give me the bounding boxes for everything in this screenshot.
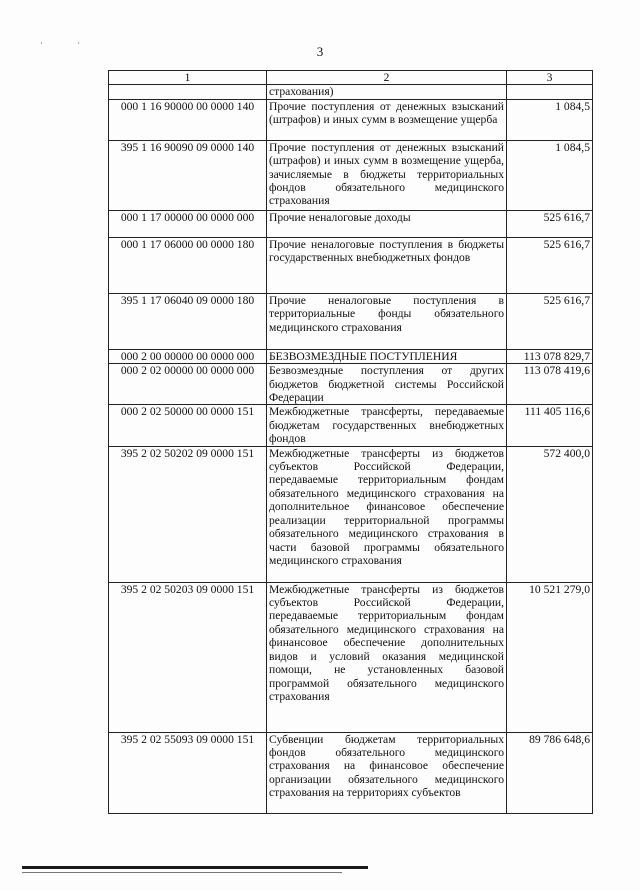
- scan-specks: · ·: [40, 38, 97, 48]
- budget-code-cell: [109, 85, 267, 99]
- revenue-name-cell: Субвенции бюджетам территориальных фондов обязательного медицинского страхования на финансовое обеспечение организации обязательного медицинского страхования на территориях субъектов: [267, 732, 507, 813]
- revenue-name-cell: Межбюджетные трансферты из бюджетов субъектов Российской Федерации, передаваемые территориальным фондам обязательного медицинского страхования на дополнительное финансовое обеспечение реализации территориальной программы обязательного медицинского страхования в части базовой программы обязательного медицинского страхования: [267, 446, 507, 582]
- budget-code-cell: 395 2 02 50202 09 0000 151: [109, 446, 267, 582]
- page-bottom-rule: [22, 866, 368, 869]
- amount-cell: 113 078 829,7: [507, 349, 593, 363]
- table-row: [109, 446, 593, 582]
- budget-code-cell: 000 1 16 90000 00 0000 140: [109, 99, 267, 140]
- revenue-name-cell: Межбюджетные трансферты, передаваемые бюджетам государственных внебюджетных фондов: [267, 405, 507, 446]
- table-row: [109, 349, 593, 363]
- table-row: [109, 582, 593, 732]
- amount-cell: 113 078 419,6: [507, 364, 593, 405]
- revenue-name-cell: Прочие неналоговые доходы: [267, 210, 507, 237]
- revenue-name-cell: Прочие неналоговые поступления в бюджеты государственных внебюджетных фондов: [267, 237, 507, 293]
- amount-cell: 10 521 279,0: [507, 582, 593, 732]
- revenue-name-cell: Безвозмездные поступления от других бюджетов бюджетной системы Российской Федерации: [267, 364, 507, 405]
- revenue-name-cell: страхования): [267, 85, 507, 99]
- revenue-name-cell: Межбюджетные трансферты из бюджетов субъектов Российской Федерации, передаваемые территориальным фондам обязательного медицинского страхования на финансовое обеспечение дополнительных видов и условий оказания медицинской помощи, не установленных базовой программой обязательного медицинского страхования: [267, 582, 507, 732]
- column-header-1: 1: [109, 71, 267, 85]
- column-header-2: 2: [267, 71, 507, 85]
- table-row: [109, 732, 593, 813]
- budget-code-cell: 000 1 17 00000 00 0000 000: [109, 210, 267, 237]
- budget-code-cell: 395 2 02 55093 09 0000 151: [109, 732, 267, 813]
- table-row: [109, 140, 593, 210]
- amount-cell: [507, 85, 593, 99]
- table-row: [109, 210, 593, 237]
- column-header-3: 3: [507, 71, 593, 85]
- table-row: [109, 293, 593, 349]
- revenue-name-cell: Прочие неналоговые поступления в территориальные фонды обязательного медицинского страхования: [267, 293, 507, 349]
- budget-code-cell: 000 2 00 00000 00 0000 000: [109, 349, 267, 363]
- revenue-name-cell: Прочие поступления от денежных взысканий (штрафов) и иных сумм в возмещение ущерба, зачисляемые в бюджеты территориальных фондов обязательного медицинского страхования: [267, 140, 507, 210]
- table-row: [109, 364, 593, 405]
- page-bottom-rule-thin: [22, 872, 342, 873]
- revenue-table: [108, 70, 593, 814]
- amount-cell: 89 786 648,6: [507, 732, 593, 813]
- budget-code-cell: 395 1 16 90090 09 0000 140: [109, 140, 267, 210]
- amount-cell: 525 616,7: [507, 210, 593, 237]
- table-header-row: [109, 71, 593, 85]
- table-row: [109, 85, 593, 99]
- table-row: [109, 99, 593, 140]
- budget-code-cell: 000 2 02 50000 00 0000 151: [109, 405, 267, 446]
- page-number: 3: [316, 44, 324, 59]
- budget-code-cell: 000 2 02 00000 00 0000 000: [109, 364, 267, 405]
- table-row: [109, 405, 593, 446]
- budget-code-cell: 000 1 17 06000 00 0000 180: [109, 237, 267, 293]
- amount-cell: 1 084,5: [507, 140, 593, 210]
- revenue-name-cell: БЕЗВОЗМЕЗДНЫЕ ПОСТУПЛЕНИЯ: [267, 349, 507, 363]
- table-row: [109, 237, 593, 293]
- revenue-name-cell: Прочие поступления от денежных взысканий (штрафов) и иных сумм в возмещение ущерба: [267, 99, 507, 140]
- budget-code-cell: 395 2 02 50203 09 0000 151: [109, 582, 267, 732]
- amount-cell: 111 405 116,6: [507, 405, 593, 446]
- budget-code-cell: 395 1 17 06040 09 0000 180: [109, 293, 267, 349]
- amount-cell: 525 616,7: [507, 237, 593, 293]
- amount-cell: 1 084,5: [507, 99, 593, 140]
- amount-cell: 572 400,0: [507, 446, 593, 582]
- amount-cell: 525 616,7: [507, 293, 593, 349]
- table-body: [109, 85, 593, 813]
